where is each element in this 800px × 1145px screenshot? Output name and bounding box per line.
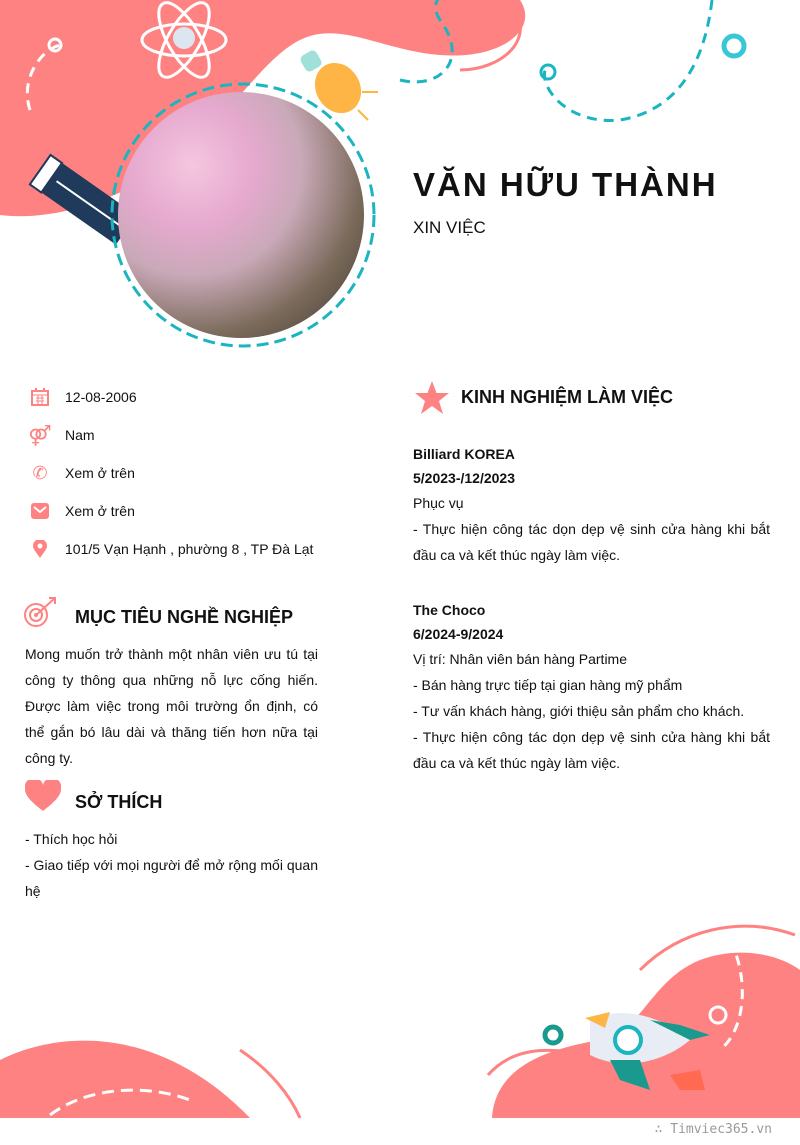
candidate-name: VĂN HỮU THÀNH: [413, 166, 718, 203]
hobbies-title: SỞ THÍCH: [75, 792, 163, 812]
contact-phone: [30, 461, 135, 485]
job-period: 6/2024-9/2024: [413, 626, 504, 642]
email-icon: [30, 501, 50, 521]
hobby-item: - Thích học hỏi: [25, 831, 118, 847]
job-line: Vị trí: Nhân viên bán hàng Partime: [413, 651, 628, 667]
lightbulb-icon: [299, 49, 378, 122]
job-line: - Thực hiện công tác dọn dẹp vệ sinh cửa hàng khi bắt đầu ca và kết thúc ngày làm việc.: [413, 729, 770, 771]
candidate-subtitle: XIN VIỆC: [413, 218, 486, 237]
contact-gender: [30, 423, 95, 447]
contact-text: Xem ở trên: [65, 503, 135, 519]
watermark: ∴ Timviec365.vn: [654, 1122, 772, 1137]
job-company: Billiard KOREA: [413, 446, 515, 462]
footer-decoration: [0, 900, 800, 1145]
job-line: Phục vụ: [413, 495, 464, 511]
contact-text: Nam: [65, 427, 95, 443]
objective-text: Mong muốn trở thành một nhân viên ưu tú tại công ty thông qua những nỗ lực cống hiến. Được làm việc trong môi trường ổn định, có thể gắn bó lâu dài và thăng tiến hơn nữa tại công ty.: [25, 646, 318, 766]
hobby-item: - Giao tiếp với mọi người để mở rộng mối quan hệ: [25, 857, 318, 899]
phone-icon: ✆: [32, 462, 48, 483]
location-icon: [30, 539, 50, 559]
job-period: 5/2023-/12/2023: [413, 470, 515, 486]
target-icon: [24, 596, 58, 628]
job-line: - Thực hiện công tác dọn dẹp vệ sinh cửa hàng khi bắt đầu ca và kết thúc ngày làm việc.: [413, 521, 770, 563]
gender-icon: ⚤: [28, 424, 52, 447]
contact-email: [30, 499, 135, 523]
experience-title: KINH NGHIỆM LÀM VIỆC: [461, 387, 674, 407]
objective-title: MỤC TIÊU NGHỀ NGHIỆP: [75, 607, 294, 627]
hobbies-list: [25, 826, 318, 904]
contact-text: Xem ở trên: [65, 465, 135, 481]
heart-icon: [25, 780, 61, 812]
job-line: - Bán hàng trực tiếp tại gian hàng mỹ phẩm: [413, 677, 683, 693]
job-company: The Choco: [413, 602, 486, 618]
job-entry: [413, 442, 770, 568]
contact-text: 12-08-2006: [65, 389, 137, 405]
contact-birthdate: [30, 385, 137, 409]
job-line: - Tư vấn khách hàng, giới thiệu sản phẩm cho khách.: [413, 703, 745, 719]
star-icon: [414, 381, 450, 415]
contact-text: 101/5 Vạn Hạnh , phường 8 , TP Đà Lạt: [65, 541, 314, 557]
job-entry: [413, 598, 770, 776]
profile-photo: [118, 92, 364, 338]
calendar-icon: [30, 387, 50, 407]
contact-address: [30, 537, 313, 561]
